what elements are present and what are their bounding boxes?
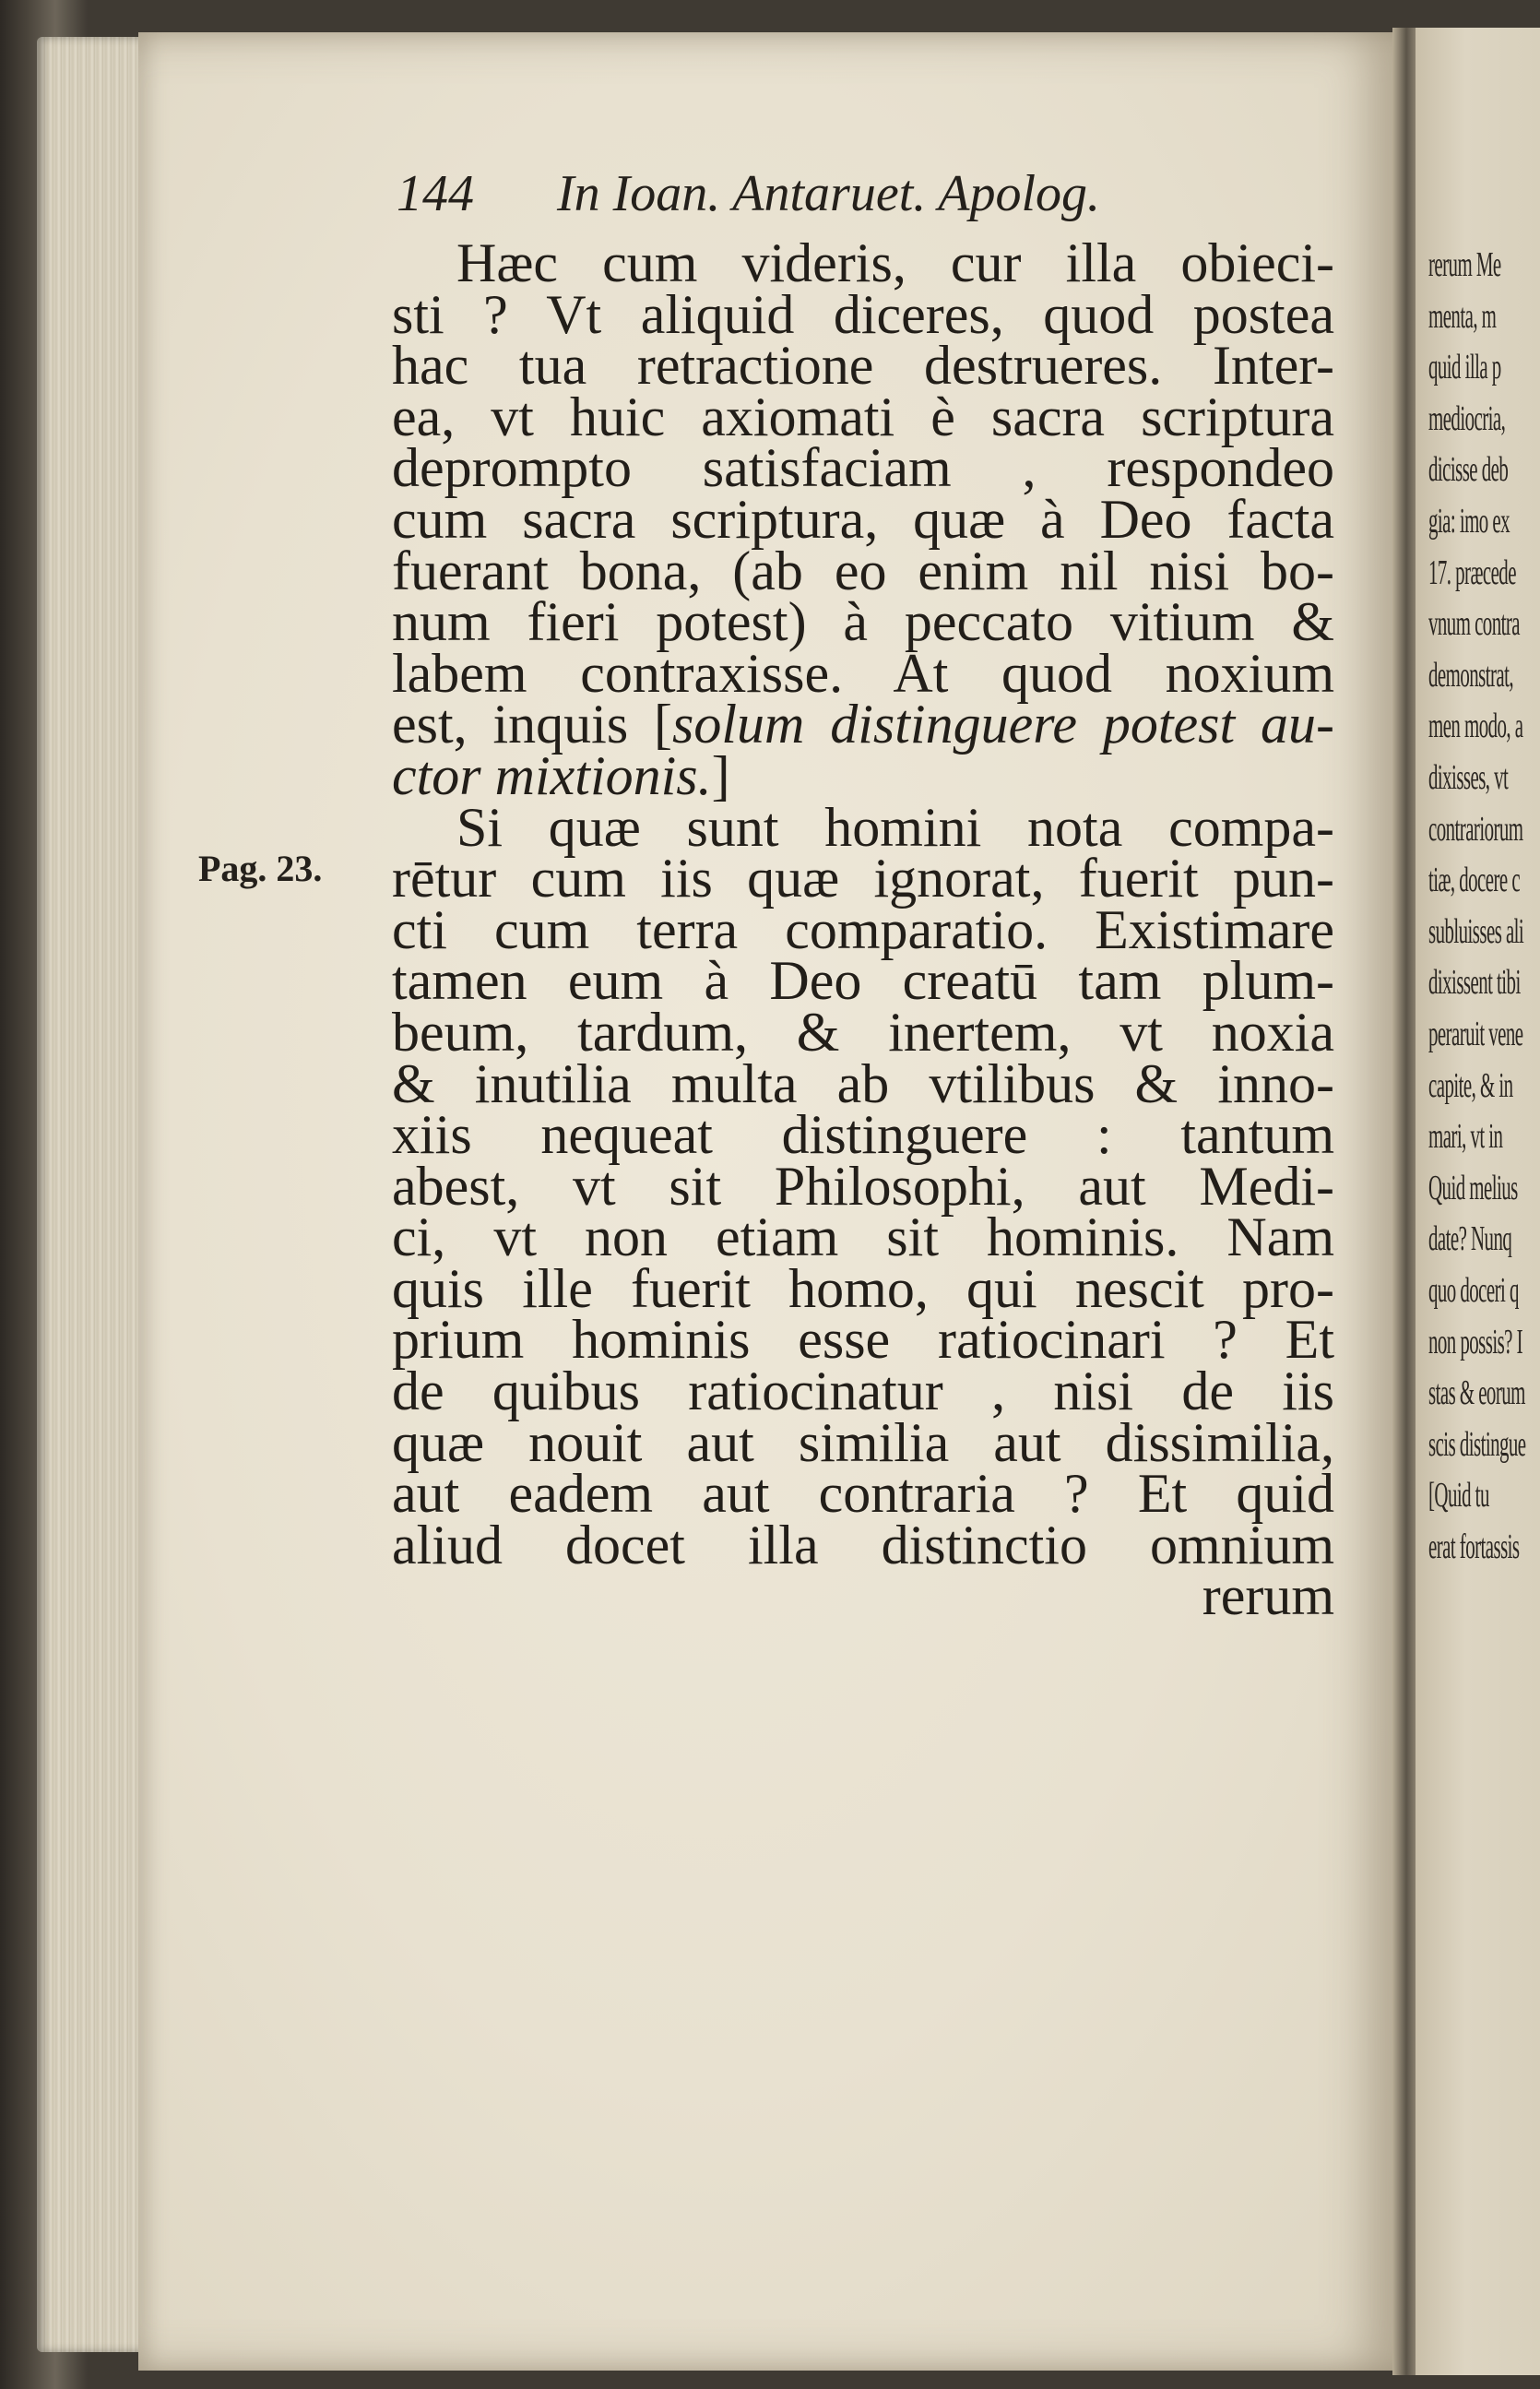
facing-page-line: gia: imo ex <box>1428 502 1510 541</box>
text-line <box>392 386 1334 447</box>
italic-quote: ctor mixtionis. <box>392 744 712 806</box>
facing-page-line: contrariorum <box>1428 809 1523 849</box>
text-line <box>392 1463 1334 1525</box>
facing-page-line: capite, & in <box>1428 1065 1513 1105</box>
text-segment: ] <box>711 744 730 806</box>
text-segment: labem contraxisse. At quod noxium <box>392 642 1334 704</box>
text-line <box>392 232 1334 293</box>
italic-quote: solum distinguere potest au- <box>672 694 1334 755</box>
text-segment: de quibus ratiocinatur , nisi de iis <box>392 1361 1334 1422</box>
facing-page-line: [Quid tu <box>1428 1476 1489 1515</box>
facing-page-line: quid illa p <box>1428 348 1501 387</box>
facing-page-line: vnum contra <box>1428 604 1521 644</box>
text-line <box>392 335 1334 397</box>
text-segment: abest, vt sit Philosophi, aut Medi- <box>392 1155 1334 1217</box>
facing-page-line: demonstrat, <box>1428 655 1514 695</box>
facing-page-line: date? Nunq <box>1428 1219 1512 1259</box>
text-line <box>392 950 1334 1012</box>
facing-page-line: menta, m <box>1428 296 1497 336</box>
text-segment: hac tua retractione destrueres. Inter- <box>392 335 1334 397</box>
text-segment: Hæc cum videris, cur illa obieci- <box>456 232 1334 293</box>
text-line <box>392 1052 1334 1114</box>
text-segment: xiis nequeat distinguere : tantum <box>392 1104 1334 1166</box>
text-line <box>392 540 1334 601</box>
text-line <box>392 1104 1334 1166</box>
running-title: In Ioan. Antaruet. Apolog. <box>557 165 1101 222</box>
text-line <box>392 1257 1334 1319</box>
text-segment: num fieri potest) à peccato vitium & <box>392 591 1334 653</box>
facing-page-line: stas & eorum <box>1428 1373 1525 1413</box>
text-segment: ea, vt huic axiomati è sacra scriptura <box>392 386 1334 447</box>
facing-page-line: erat fortassis <box>1428 1527 1520 1566</box>
text-segment: est, inquis [ <box>392 694 673 755</box>
facing-page-line: mari, vt in <box>1428 1117 1503 1157</box>
text-line <box>392 1001 1334 1063</box>
text-segment: rētur cum iis quæ ignorat, fuerit pun- <box>392 848 1334 909</box>
facing-page-line: non possis? I <box>1428 1322 1522 1361</box>
text-line <box>392 1411 1334 1473</box>
text-segment: aut eadem aut contraria ? Et quid <box>392 1463 1334 1525</box>
facing-page-line: tiæ, docere c <box>1428 861 1521 900</box>
text-line <box>392 1514 1334 1575</box>
facing-page-line: 17. præcede <box>1428 553 1516 592</box>
text-line <box>392 642 1334 704</box>
text-segment: quis ille fuerit homo, qui nescit pro- <box>392 1257 1334 1319</box>
text-segment: quæ nouit aut similia aut dissimilia, <box>392 1411 1334 1473</box>
facing-page-line: dixissent tibi <box>1428 963 1521 1003</box>
text-line <box>392 898 1334 960</box>
text-segment: cum sacra scriptura, quæ à Deo facta <box>392 488 1334 550</box>
text-segment: fuerant bona, (ab eo enim nil nisi bo- <box>392 540 1334 601</box>
facing-page-line: men modo, a <box>1428 707 1523 746</box>
text-line <box>392 283 1334 345</box>
text-line <box>392 1155 1334 1217</box>
text-segment: aliud docet illa distinctio omnium <box>392 1514 1334 1575</box>
facing-page-line: peraruit vene <box>1428 1015 1523 1053</box>
text-line <box>392 591 1334 653</box>
facing-page-line: rerum Me <box>1428 245 1501 284</box>
facing-page-line: subluisses ali <box>1428 911 1524 951</box>
text-segment: ci, vt non etiam sit hominis. Nam <box>392 1206 1334 1268</box>
text-line <box>392 488 1334 550</box>
text-segment: Si quæ sunt homini nota compa- <box>456 796 1334 858</box>
text-line <box>392 1309 1334 1371</box>
text-line <box>392 796 1334 858</box>
facing-page-line: scis distingue <box>1428 1424 1526 1464</box>
text-segment: beum, tardum, & inertem, vt noxia <box>392 1001 1334 1063</box>
text-line <box>392 848 1334 909</box>
text-line <box>392 744 1334 806</box>
body-text <box>392 232 1334 1627</box>
facing-page-line: dicisse deb <box>1428 450 1509 490</box>
text-segment: rerum <box>1202 1565 1334 1627</box>
text-line <box>392 1361 1334 1422</box>
text-segment: tamen eum à Deo creatū tam plum- <box>392 950 1334 1012</box>
text-line <box>392 694 1334 755</box>
text-segment: sti ? Vt aliquid diceres, quod postea <box>392 283 1334 345</box>
text-segment: deprompto satisfaciam , respondeo <box>392 437 1334 499</box>
margin-note: Pag. 23. <box>198 848 323 889</box>
text-segment: prium hominis esse ratiocinari ? Et <box>392 1309 1334 1371</box>
running-header <box>397 164 1100 223</box>
facing-page <box>1416 28 1540 2375</box>
text-line <box>392 1565 1334 1627</box>
page-number: 144 <box>397 165 474 222</box>
text-segment: cti cum terra comparatio. Existimare <box>392 898 1334 960</box>
facing-page-line: quo doceri q <box>1428 1271 1519 1310</box>
facing-page-line: mediocria, <box>1428 398 1506 438</box>
text-segment: & inutilia multa ab vtilibus & inno- <box>392 1052 1334 1114</box>
text-line <box>392 1206 1334 1268</box>
facing-page-line: Quid melius <box>1428 1168 1518 1207</box>
facing-page-line: dixisses, vt <box>1428 758 1509 797</box>
text-line <box>392 437 1334 499</box>
